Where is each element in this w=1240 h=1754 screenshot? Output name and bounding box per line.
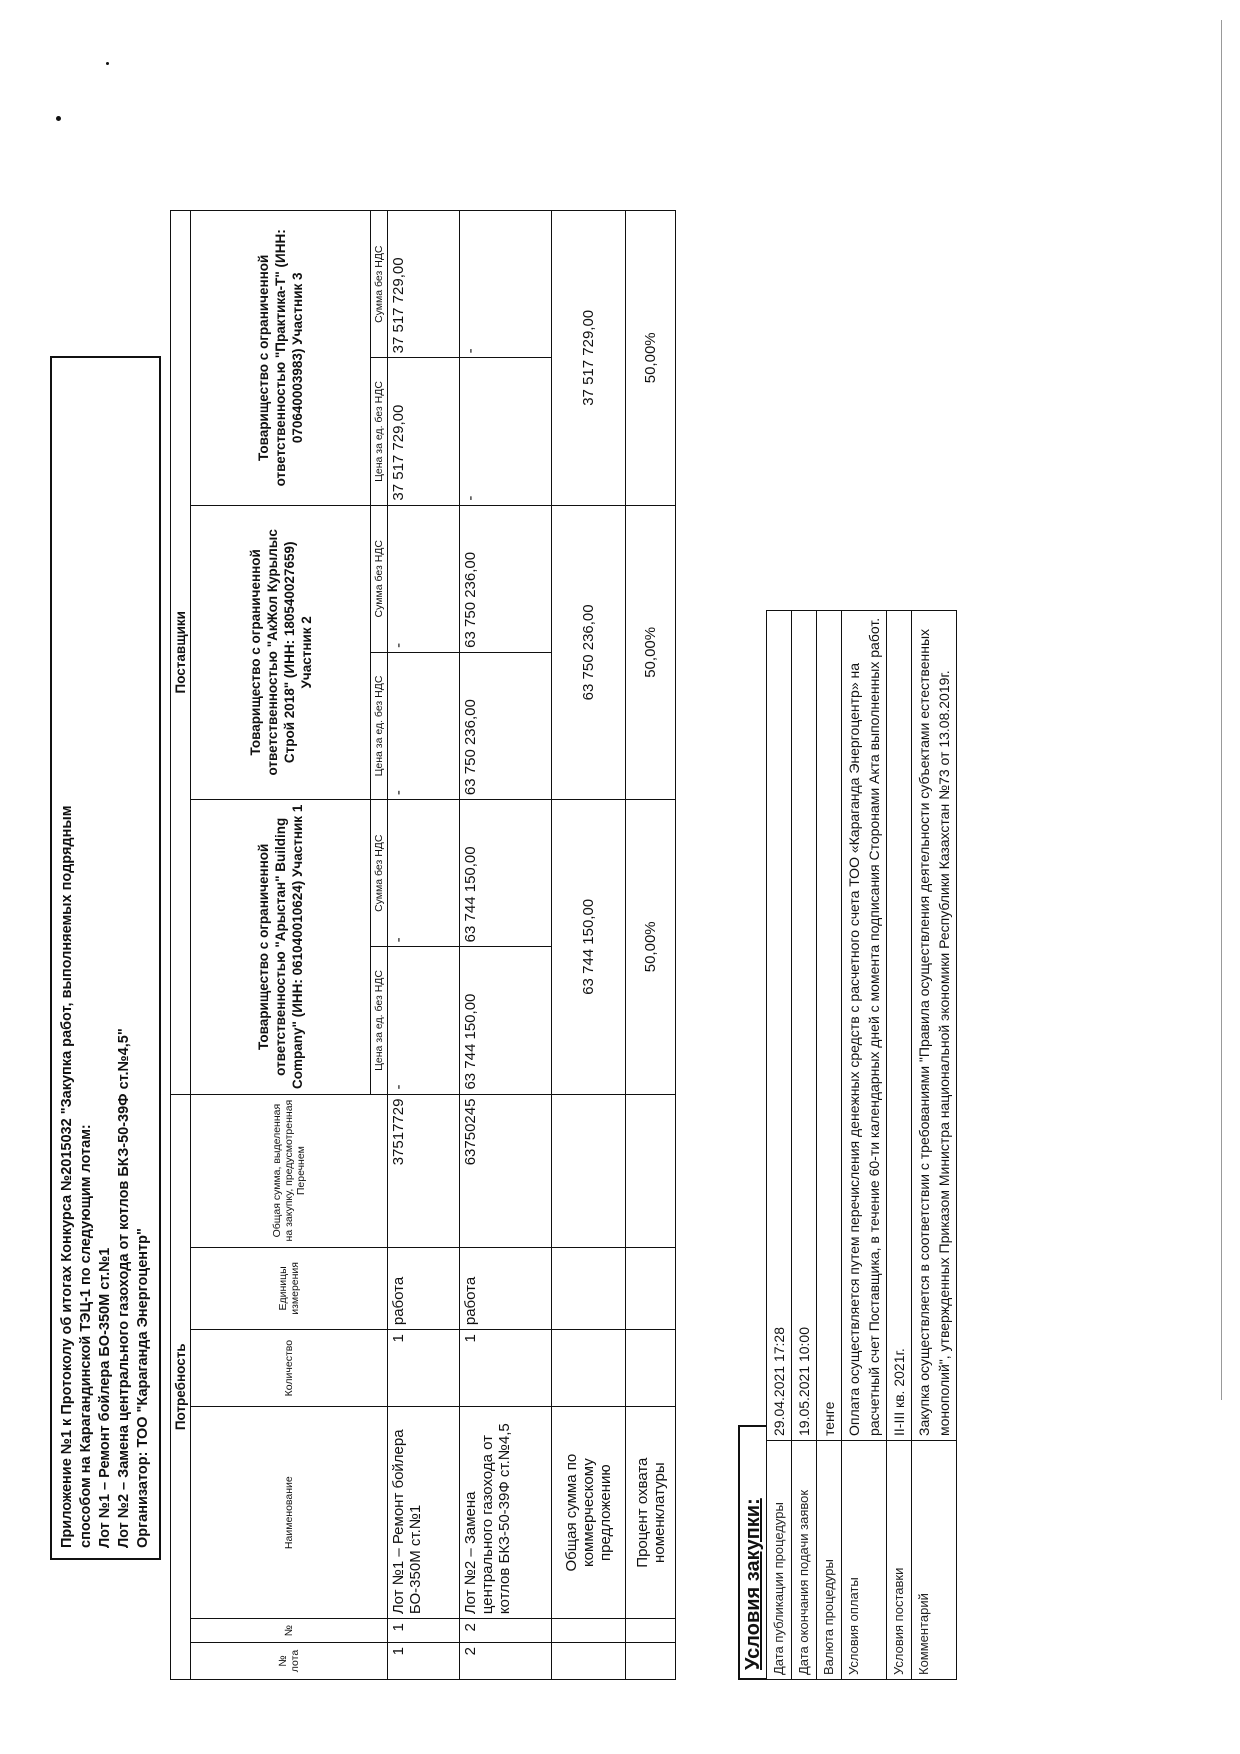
condition-value: II-III кв. 2021г. [887, 611, 912, 1441]
condition-key: Дата публикации процедуры [767, 1441, 792, 1680]
col-total-allocated: Общая сумма, выделенная на закупку, предусмотренная Перечнем [191, 1094, 388, 1247]
row-number: 1 [388, 1619, 460, 1643]
condition-key: Комментарий [912, 1441, 957, 1680]
condition-key: Валюта процедуры [817, 1441, 842, 1680]
condition-key: Условия поставки [887, 1441, 912, 1680]
s1-sum: 63 744 150,00 [460, 800, 552, 947]
condition-value: Оплата осуществляется путем перечисления денежных средств с расчетного счета ТОО «Караганда Энергоцентр» на расчетный счет Поставщика, в течение 60-ти календарных дней с момента подписания Сторонами Акта выполненных работ. [842, 611, 887, 1441]
title-line-2: способом на Карагандинской ТЭЦ-1 по следующим лотам: [78, 1124, 94, 1548]
item-qty: 1 [388, 1330, 460, 1407]
item-name: Лот №1 – Ремонт бойлера БО-350М ст.№1 [388, 1407, 460, 1619]
item-total: 37517729 [388, 1094, 460, 1247]
condition-value: Закупка осуществляется в соответствии с требованиями "Правила осуществления деятельности субъектами естественных монополий", утвержденных Приказом Министра национальной экономики Республики Казахстан №73 от 13.08.2019г. [912, 611, 957, 1441]
item-total: 63750245 [460, 1094, 552, 1247]
conditions-title: Условия закупки: [738, 1425, 767, 1680]
item-qty: 1 [460, 1330, 552, 1407]
condition-row [887, 611, 912, 1680]
s2-sum-header: Сумма без НДС [371, 505, 388, 652]
table-row [388, 211, 460, 1680]
item-unit: работа [388, 1247, 460, 1329]
s2-sum: 63 750 236,00 [460, 505, 552, 652]
condition-row [767, 611, 792, 1680]
condition-key: Дата окончания подачи заявок [792, 1441, 817, 1680]
title-line-4: Лот №2 – Замена центрального газохода от котлов БКЗ-50-39Ф ст.№4,5" [116, 1028, 132, 1548]
s3-sum: - [460, 211, 552, 358]
s1-price: 63 744 150,00 [460, 947, 552, 1094]
supplier-2: Товарищество с ограниченной ответственностью "АкЖол Курылыс Строй 2018" (ИНН: 180540027659) Участник 2 [191, 505, 371, 799]
condition-value: тенге [817, 611, 842, 1441]
s2-price-header: Цена за ед. без НДС [371, 652, 388, 799]
s1-total: 63 744 150,00 [552, 800, 626, 1094]
item-name: Лот №2 – Замена центрального газохода от котлов БКЗ-50-39Ф ст.№4,5 [460, 1407, 552, 1619]
col-lot-number: № лота [191, 1643, 388, 1680]
supplier-1: Товарищество с ограниченной ответственностью "Арыстан" Building Company" (ИНН: 061040010624) Участник 1 [191, 800, 371, 1094]
s1-price: - [388, 947, 460, 1094]
title-line-3: Лот №1 – Ремонт бойлера БО-350М ст.№1 [97, 1247, 113, 1548]
s2-price: 63 750 236,00 [460, 652, 552, 799]
document-title [50, 356, 161, 1560]
s1-coverage: 50,00% [626, 800, 676, 1094]
coverage-label: Процент охвата номенклатуры [626, 1407, 676, 1619]
condition-value: 19.05.2021 10:00 [792, 611, 817, 1441]
s1-sum: - [388, 800, 460, 947]
scan-edge-line [1221, 20, 1222, 1400]
s2-coverage: 50,00% [626, 505, 676, 799]
condition-value: 29.04.2021 17:28 [767, 611, 792, 1441]
s3-price: 37 517 729,00 [388, 358, 460, 505]
col-unit: Единицы измерения [191, 1247, 388, 1329]
scan-speck [106, 62, 109, 65]
results-table [170, 210, 676, 1680]
s3-sum: 37 517 729,00 [388, 211, 460, 358]
s3-sum-header: Сумма без НДС [371, 211, 388, 358]
lot-number: 1 [388, 1643, 460, 1680]
s1-sum-header: Сумма без НДС [371, 800, 388, 947]
lot-number: 2 [460, 1643, 552, 1680]
condition-row [842, 611, 887, 1680]
col-quantity: Количество [191, 1330, 388, 1407]
title-line-5: Организатор: ТОО "Караганда Энергоцентр" [135, 1228, 151, 1548]
total-row [552, 211, 626, 1680]
s3-coverage: 50,00% [626, 211, 676, 506]
group-header-row [171, 211, 191, 1680]
conditions-table [766, 610, 957, 1680]
condition-row [912, 611, 957, 1680]
s1-price-header: Цена за ед. без НДС [371, 947, 388, 1094]
group-need: Потребность [171, 1094, 191, 1679]
col-number: № [191, 1619, 388, 1643]
group-suppliers: Поставщики [171, 211, 191, 1095]
row-number: 2 [460, 1619, 552, 1643]
coverage-row [626, 211, 676, 1680]
s2-total: 63 750 236,00 [552, 505, 626, 799]
condition-row [792, 611, 817, 1680]
s2-sum: - [388, 505, 460, 652]
rotated-document-page [50, 80, 1130, 1680]
s3-total: 37 517 729,00 [552, 211, 626, 506]
total-label: Общая сумма по коммерческому предложению [552, 1407, 626, 1619]
item-unit: работа [460, 1247, 552, 1329]
title-line-1: Приложение №1 к Протоколу об итогах Конкурса №2015032 "Закупка работ, выполняемых подрядным [59, 805, 75, 1548]
condition-row [817, 611, 842, 1680]
s3-price-header: Цена за ед. без НДС [371, 358, 388, 505]
col-name: Наименование [191, 1407, 388, 1619]
s3-price: - [460, 358, 552, 505]
s2-price: - [388, 652, 460, 799]
condition-key: Условия оплаты [842, 1441, 887, 1680]
column-header-row [191, 211, 371, 1680]
supplier-3: Товарищество с ограниченной ответственностью "Практика-Т" (ИНН: 070640003983) Участник 3 [191, 211, 371, 506]
table-row [460, 211, 552, 1680]
